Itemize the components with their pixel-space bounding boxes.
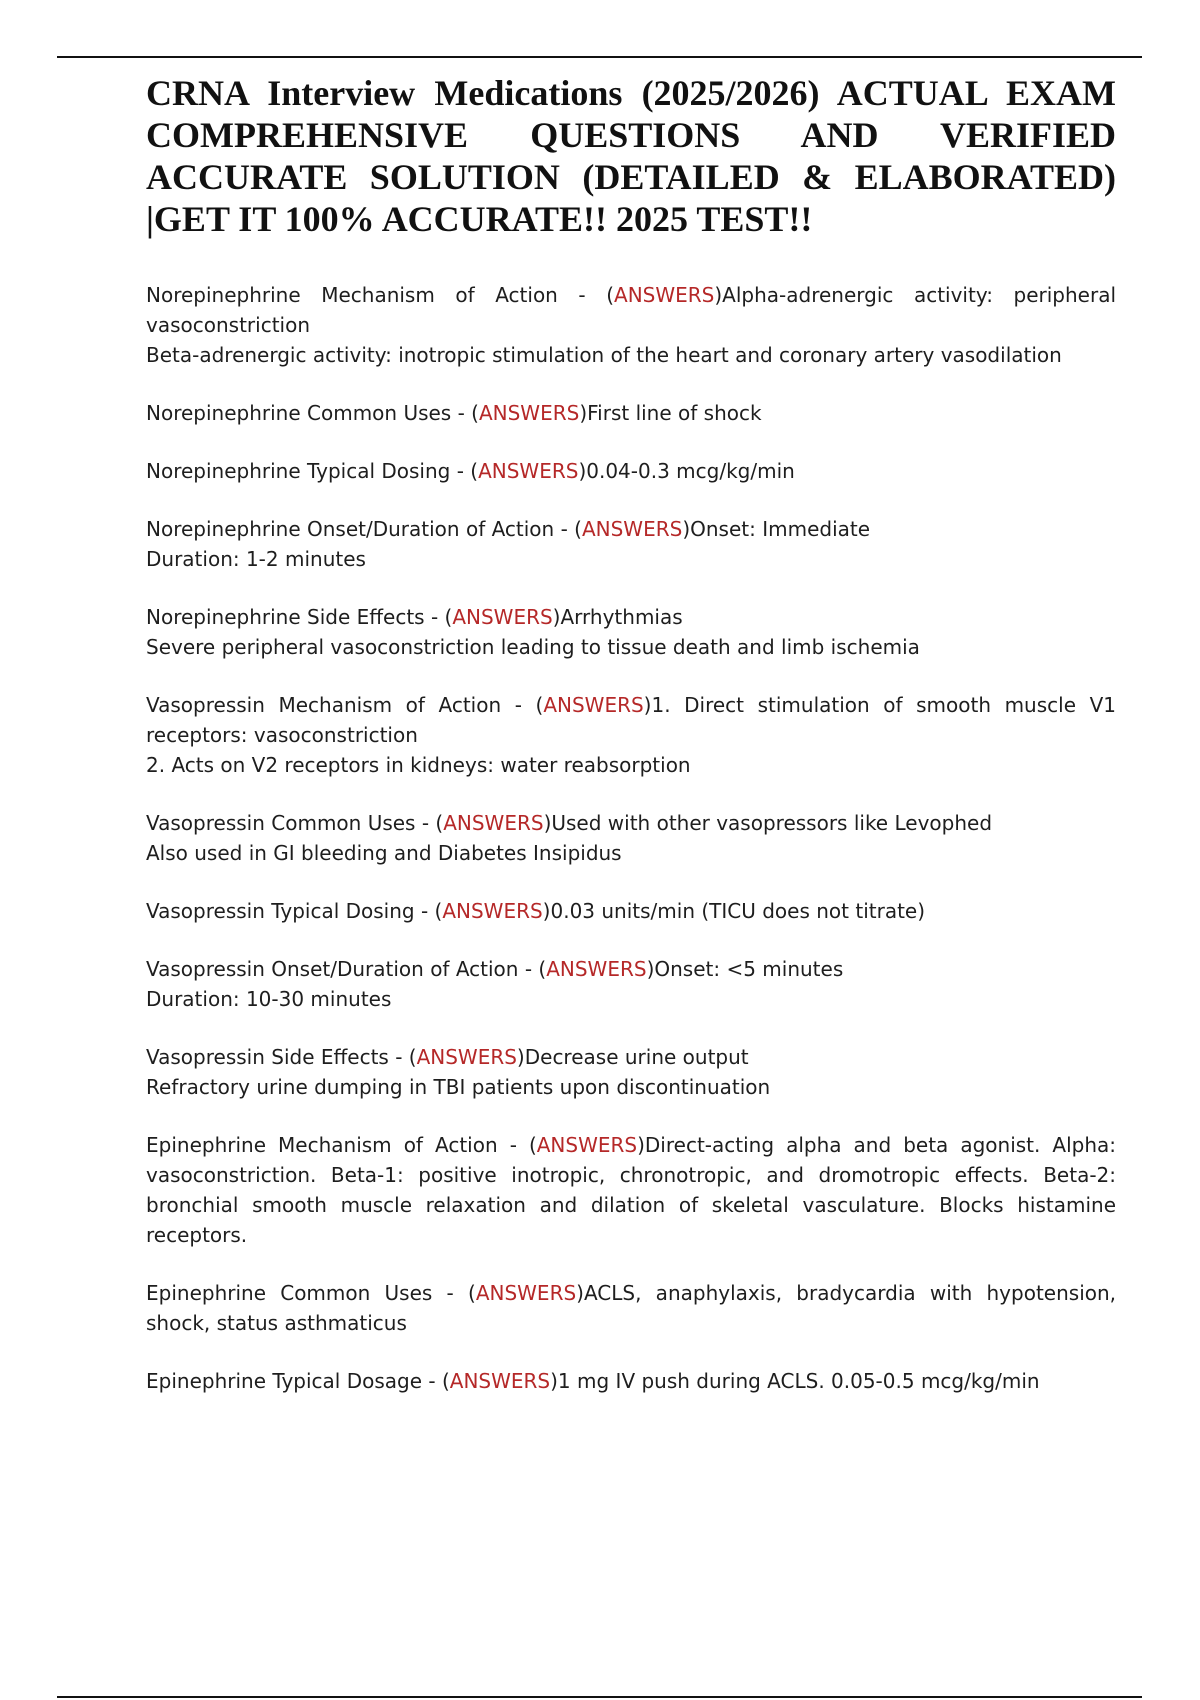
- separator: - (: [518, 957, 547, 981]
- answer-continuation: Duration: 10-30 minutes: [146, 987, 392, 1011]
- question-text: Vasopressin Side Effects: [146, 1045, 389, 1069]
- separator: - (: [432, 1281, 476, 1305]
- separator: - (: [450, 459, 479, 483]
- question-text: Vasopressin Common Uses: [146, 811, 416, 835]
- close-paren: ): [637, 1133, 645, 1157]
- answer-text: Used with other vasopressors like Levophed: [551, 811, 993, 835]
- qa-item: [146, 456, 1116, 486]
- close-paren: ): [714, 283, 723, 307]
- answer-continuation: 2. Acts on V2 receptors in kidneys: water reabsorption: [146, 753, 691, 777]
- answer-text: Alpha-adrenergic activity: peripheral vasoconstriction: [146, 283, 1117, 337]
- close-paren: ): [579, 401, 588, 425]
- qa-item: [146, 1130, 1116, 1250]
- answer-text: Decrease urine output: [524, 1045, 749, 1069]
- qa-item: [146, 398, 1116, 428]
- document-body: [146, 72, 1116, 1424]
- answers-tag: ANSWERS: [475, 1281, 577, 1305]
- answer-text: Direct-acting alpha and beta agonist. Alpha: vasoconstriction. Beta-1: positive inotropic, chronotropic, and dromotropic effects. Beta-2: bronchial smooth muscle relaxation and dilation of skeletal vasculature. Blocks histamine receptors.: [146, 1133, 1117, 1247]
- question-text: Norepinephrine Onset/Duration of Action: [146, 517, 555, 541]
- qa-item: [146, 1278, 1116, 1338]
- answers-tag: ANSWERS: [478, 401, 580, 425]
- answers-tag: ANSWERS: [478, 459, 579, 483]
- answer-text: 1 mg IV push during ACLS. 0.05-0.5 mcg/kg/min: [557, 1369, 1040, 1393]
- answer-text: 0.03 units/min (TICU does not titrate): [550, 899, 926, 923]
- question-text: Vasopressin Typical Dosing: [146, 899, 415, 923]
- qa-item: [146, 690, 1116, 780]
- close-paren: ): [552, 605, 561, 629]
- close-paren: ): [643, 693, 652, 717]
- answer-continuation: Refractory urine dumping in TBI patients upon discontinuation: [146, 1075, 771, 1099]
- answers-tag: ANSWERS: [543, 693, 644, 717]
- answers-tag: ANSWERS: [546, 957, 647, 981]
- qa-item: [146, 514, 1116, 574]
- qa-item: [146, 1366, 1116, 1396]
- answers-tag: ANSWERS: [443, 811, 544, 835]
- document-title: CRNA Interview Medications (2025/2026) ACTUAL EXAM COMPREHENSIVE QUESTIONS AND VERIFIED ACCURATE SOLUTION (DETAILED & ELABORATED) |GET IT 100% ACCURATE!! 2025 TEST!!: [146, 73, 1116, 239]
- answer-text: Onset: Immediate: [690, 517, 871, 541]
- close-paren: ): [576, 1281, 584, 1305]
- close-paren: ): [550, 1369, 558, 1393]
- answer-text: 0.04-0.3 mcg/kg/min: [586, 459, 795, 483]
- answer-continuation: Also used in GI bleeding and Diabetes Insipidus: [146, 841, 622, 865]
- answers-tag: ANSWERS: [536, 1133, 638, 1157]
- question-text: Epinephrine Common Uses: [146, 1281, 433, 1305]
- question-text: Vasopressin Mechanism of Action: [146, 693, 502, 717]
- answer-text: Onset: <5 minutes: [654, 957, 844, 981]
- qa-item: [146, 280, 1116, 370]
- separator: - (: [422, 1369, 450, 1393]
- question-text: Norepinephrine Mechanism of Action: [146, 283, 558, 307]
- answers-tag: ANSWERS: [581, 517, 683, 541]
- question-text: Vasopressin Onset/Duration of Action: [146, 957, 519, 981]
- qa-item: [146, 896, 1116, 926]
- bottom-rule: [57, 1696, 1142, 1698]
- answers-tag: ANSWERS: [449, 1369, 551, 1393]
- close-paren: ): [682, 517, 691, 541]
- answer-text: Arrhythmias: [560, 605, 683, 629]
- close-paren: ): [578, 459, 587, 483]
- separator: - (: [451, 401, 479, 425]
- answer-continuation: Severe peripheral vasoconstriction leading to tissue death and limb ischemia: [146, 635, 920, 659]
- separator: - (: [497, 1133, 537, 1157]
- qa-item: [146, 808, 1116, 868]
- qa-list: [146, 280, 1116, 1396]
- question-text: Epinephrine Typical Dosage: [146, 1369, 423, 1393]
- answer-text: First line of shock: [587, 401, 762, 425]
- answer-text: 1. Direct stimulation of smooth muscle V1 receptors: vasoconstriction: [146, 693, 1116, 747]
- close-paren: ): [542, 899, 551, 923]
- separator: - (: [415, 811, 444, 835]
- separator: - (: [414, 899, 443, 923]
- separator: - (: [557, 283, 615, 307]
- answer-text: ACLS, anaphylaxis, bradycardia with hypotension, shock, status asthmaticus: [146, 1281, 1117, 1335]
- qa-item: [146, 602, 1116, 662]
- answers-tag: ANSWERS: [442, 899, 543, 923]
- separator: - (: [554, 517, 582, 541]
- question-text: Norepinephrine Side Effects: [146, 605, 425, 629]
- close-paren: ): [543, 811, 552, 835]
- close-paren: ): [646, 957, 655, 981]
- answer-continuation: Beta-adrenergic activity: inotropic stimulation of the heart and coronary artery vasodilation: [146, 343, 1062, 367]
- close-paren: ): [516, 1045, 525, 1069]
- qa-item: [146, 1042, 1116, 1102]
- question-text: Norepinephrine Common Uses: [146, 401, 452, 425]
- separator: - (: [501, 693, 544, 717]
- answer-continuation: Duration: 1-2 minutes: [146, 547, 366, 571]
- top-rule: [57, 56, 1142, 58]
- question-text: Epinephrine Mechanism of Action: [146, 1133, 498, 1157]
- answers-tag: ANSWERS: [452, 605, 553, 629]
- separator: - (: [424, 605, 453, 629]
- answers-tag: ANSWERS: [416, 1045, 517, 1069]
- answers-tag: ANSWERS: [614, 283, 715, 307]
- separator: - (: [388, 1045, 417, 1069]
- question-text: Norepinephrine Typical Dosing: [146, 459, 451, 483]
- qa-item: [146, 954, 1116, 1014]
